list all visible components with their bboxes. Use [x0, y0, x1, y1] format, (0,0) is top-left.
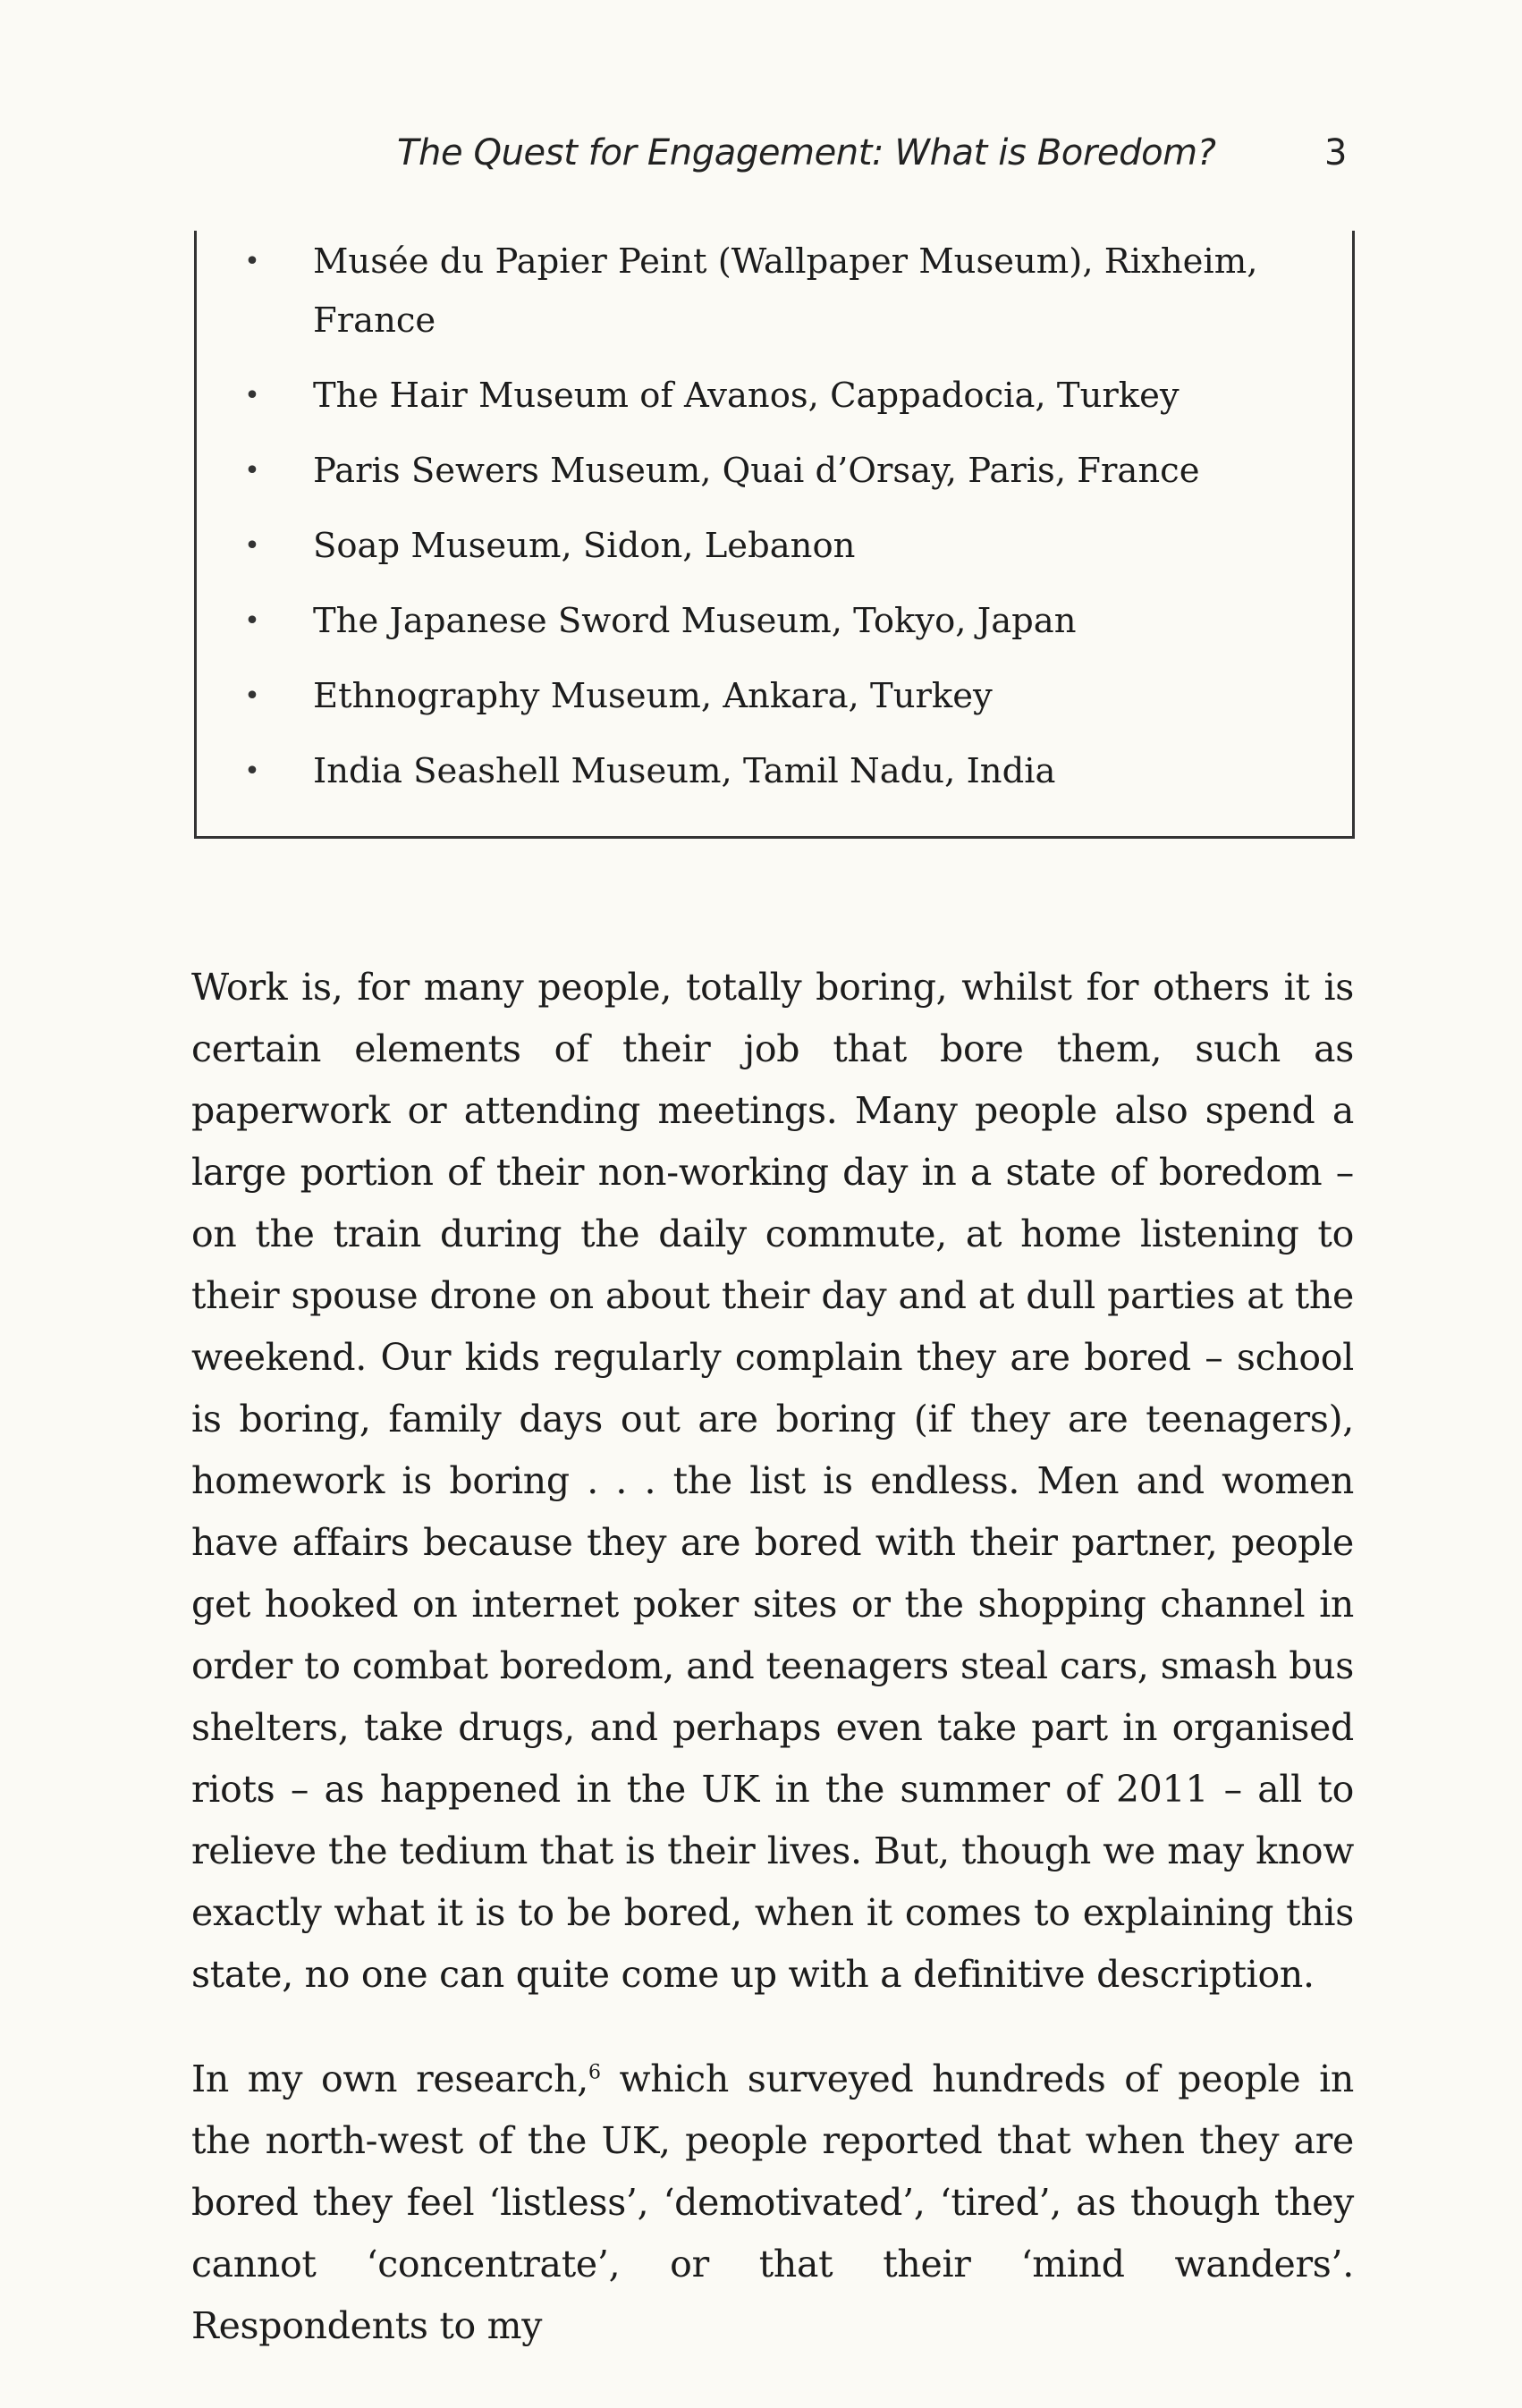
running-header-title: The Quest for Engagement: What is Boredom?	[397, 132, 1216, 173]
page-number: 3	[1324, 132, 1348, 173]
paragraph-research: In my own research,$^6$ which surveyed hundreds of people in the north-west of the UK, people reported that when they are bored they feel ‘listless’, ‘demotivated’, ‘tired’, as though they cannot ‘concentrate’, or that their ‘mind wanders’. Respondents to my	[191, 2057, 1354, 2347]
paragraph-boredom-examples: Work is, for many people, totally boring, whilst for others it is certain elements of their job that bore them, such as paperwork or attending meetings. Many people also spend a large portion of their non-working day in a state of boredom – on the train during the daily commute, at home listening to their spouse drone on about their day and at dull parties at the weekend. Our kids regularly complain they are bored – school is boring, family days out are boring (if they are teenagers), homework is boring . . . the list is endless. Men and women have affairs because they are bored with their partner, people get hooked on internet poker sites or the shopping channel in order to combat boredom, and teenagers steal cars, smash bus shelters, take drugs, and perhaps even take part in organised riots – as happened in the UK in the summer of 2011 – all to relieve the tedium that is their lives. But, though we may know exactly what it is to be bored, when it comes to explaining this state, no one can quite come up with a definitive description.	[191, 966, 1354, 1996]
bullet-icon: •	[244, 680, 260, 712]
list-item: • The Hair Museum of Avanos, Cappadocia, Turkey	[241, 367, 1297, 426]
running-header	[191, 132, 1354, 186]
list-item: • Soap Museum, Sidon, Lebanon	[241, 517, 1297, 576]
bullet-icon: •	[244, 380, 260, 411]
bullet-icon: •	[244, 530, 260, 562]
museum-list	[241, 232, 1297, 817]
body-text	[191, 957, 1354, 2400]
bullet-icon: •	[244, 246, 260, 277]
bullet-icon: •	[244, 605, 260, 637]
list-item: • Paris Sewers Museum, Quai d’Orsay, Paris, France	[241, 442, 1297, 501]
footnote-marker[interactable]: 6	[588, 2061, 601, 2084]
list-item: • Musée du Papier Peint (Wallpaper Museum), Rixheim, France	[241, 232, 1297, 351]
bullet-icon: •	[244, 756, 260, 787]
list-item: • The Japanese Sword Museum, Tokyo, Japan	[241, 592, 1297, 651]
list-item: • India Seashell Museum, Tamil Nadu, India	[241, 742, 1297, 801]
list-item: • Ethnography Museum, Ankara, Turkey	[241, 667, 1297, 726]
museum-list-box	[194, 231, 1355, 839]
bullet-icon: •	[244, 455, 260, 486]
